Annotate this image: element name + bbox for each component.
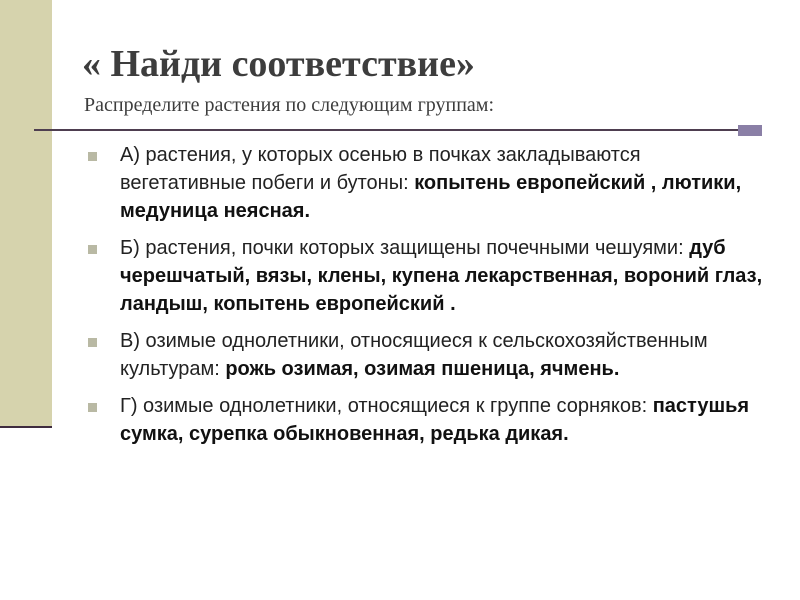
item-label: А) растения, у которых осенью в почках закладываются вегетативные побеги и бутоны: [120,144,641,194]
item-answer: пастушья сумка, сурепка обыкновенная, редька дикая. [120,395,750,445]
bullet-list [88,141,768,457]
divider-accent-block [738,125,762,136]
item-label: Г) озимые однолетники, относящиеся к группе сорняков: [120,395,653,417]
list-item-v [88,327,768,383]
slide-title: « Найди соответствие» [82,43,475,85]
list-item-g [88,392,768,448]
left-bar-underline [0,426,52,428]
list-item-text [120,327,768,383]
slide-subtitle: Распределите растения по следующим группам: [84,94,495,116]
left-decorative-bar [0,0,52,426]
item-answer: рожь озимая, озимая пшеница, ячмень. [225,358,620,380]
square-bullet-icon [88,245,97,254]
list-item-text [120,392,768,448]
title-divider [34,129,738,131]
list-item-a [88,141,768,225]
list-item-text [120,234,768,318]
item-answer: дуб черешчатый, вязы, клены, купена лекарственная, вороний глаз, ландыш, копытень европейский . [120,237,763,315]
square-bullet-icon [88,152,97,161]
item-label: В) озимые однолетники, относящиеся к сельскохозяйственным культурам: [120,330,708,380]
list-item-b [88,234,768,318]
list-item-text [120,141,768,225]
item-label: Б) растения, почки которых защищены почечными чешуями: [120,237,690,259]
square-bullet-icon [88,403,97,412]
item-answer: копытень европейский , лютики, медуница неясная. [120,172,742,222]
square-bullet-icon [88,338,97,347]
